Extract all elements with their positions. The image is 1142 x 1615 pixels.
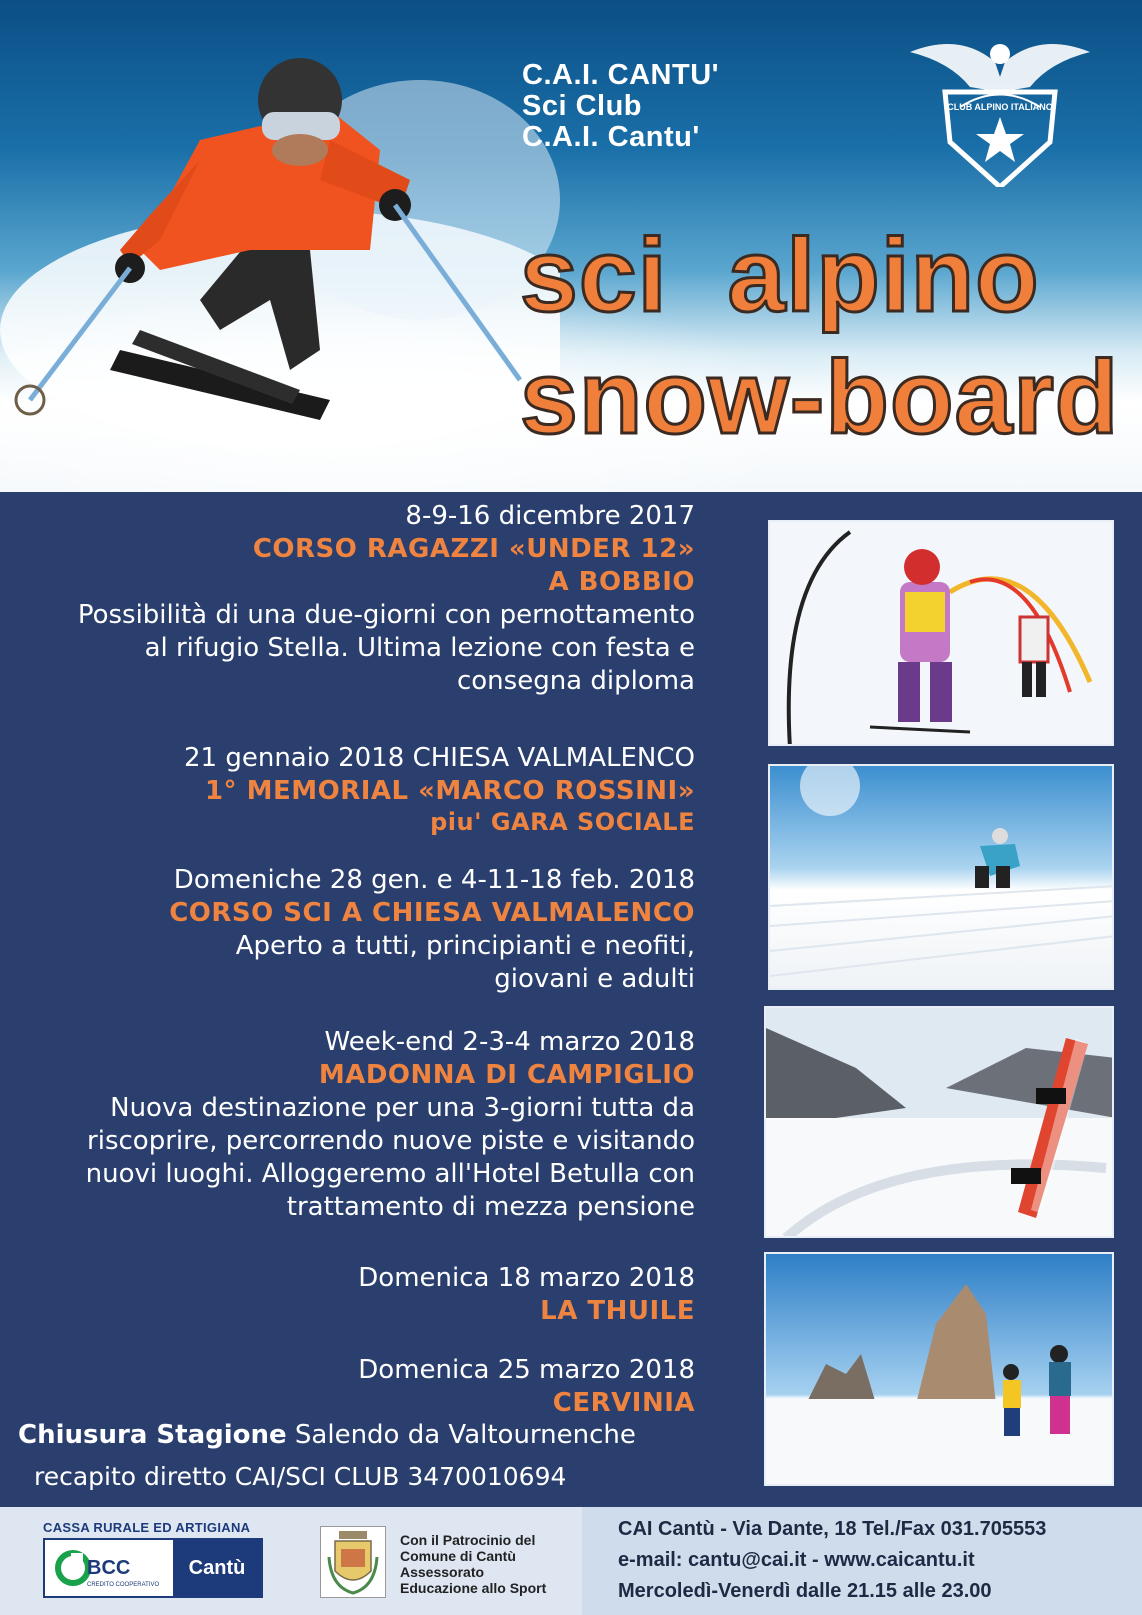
event-block: [0, 742, 695, 836]
event-description-line: nuovi luoghi. Alloggeremo all'Hotel Betulla con: [85, 1159, 695, 1189]
club-names: [522, 60, 719, 153]
contact-line-email: e-mail: cantu@cai.it - www.caicantu.it: [618, 1549, 975, 1571]
event-date: 21 gennaio 2018 CHIESA VALMALENCO: [184, 743, 695, 773]
event-headline: A BOBBIO: [548, 567, 695, 597]
closing-line: [18, 1418, 636, 1452]
club-contacts: [618, 1514, 1046, 1607]
club-line: C.A.I. Cantu': [522, 121, 700, 153]
event-date: Week-end 2-3-4 marzo 2018: [324, 1027, 695, 1057]
event-block: [0, 1262, 695, 1328]
patronage-line: Educazione allo Sport: [400, 1580, 547, 1596]
club-line: C.A.I. CANTU': [522, 59, 720, 91]
event-description-line: Aperto a tutti, principianti e neofiti,: [235, 931, 695, 961]
event-description-line: Possibilità di una due-giorni con pernottamento: [77, 600, 695, 630]
bcc-logo: [47, 1542, 173, 1594]
event-block: [0, 500, 695, 698]
bank-caption: CASSA RURALE ED ARTIGIANA: [43, 1520, 251, 1535]
contact-line-address: CAI Cantù - Via Dante, 18 Tel./Fax 031.705553: [618, 1518, 1047, 1540]
event-description-line: trattamento di mezza pensione: [286, 1192, 695, 1222]
event-date: Domeniche 28 gen. e 4-11-18 feb. 2018: [173, 865, 695, 895]
event-description-line: consegna diploma: [456, 666, 695, 696]
event-description-line: al rifugio Stella. Ultima lezione con festa e: [144, 633, 695, 663]
title-snow-board: snow-board: [520, 340, 1120, 456]
event-date: Domenica 25 marzo 2018: [358, 1355, 695, 1385]
event-headline: CORSO RAGAZZI «UNDER 12»: [252, 534, 695, 564]
event-headline: CERVINIA: [552, 1388, 695, 1418]
event-description-line: giovani e adulti: [494, 964, 695, 994]
bank-sub: CREDITO COOPERATIVO: [87, 1582, 160, 1588]
closing-bold: Chiusura Stagione: [18, 1420, 287, 1450]
skier-photo: [0, 0, 560, 492]
contact-line-hours: Mercoledì-Venerdì dalle 21.15 alle 23.00: [618, 1580, 992, 1602]
event-headline: CORSO SCI A CHIESA VALMALENCO: [169, 898, 695, 928]
kids-ski-photo: [768, 520, 1114, 746]
event-headline: 1° MEMORIAL «MARCO ROSSINI»: [204, 776, 695, 806]
event-date: Domenica 18 marzo 2018: [358, 1263, 695, 1293]
hero-banner: [0, 0, 1142, 492]
event-date: 8-9-16 dicembre 2017: [405, 501, 695, 531]
event-headline: piu' GARA SOCIALE: [430, 808, 695, 836]
event-block: [0, 1354, 695, 1420]
event-headline: MADONNA DI CAMPIGLIO: [318, 1060, 695, 1090]
snowboard-photo: [764, 1006, 1114, 1238]
patronage-line: Assessorato: [400, 1564, 485, 1580]
title-sci-alpino: sci alpino: [520, 218, 1040, 334]
comune-crest: [320, 1526, 386, 1598]
event-description-line: riscoprire, percorrendo nuove piste e visitando: [87, 1126, 695, 1156]
event-headline: LA THUILE: [540, 1296, 695, 1326]
bank-short: BCC: [87, 1557, 131, 1579]
closing-rest: Salendo da Valtournenche: [286, 1420, 636, 1450]
patronage-text: [400, 1532, 546, 1596]
patronage-line: Con il Patrocinio del: [400, 1532, 536, 1548]
bank-logo-box: [43, 1538, 263, 1598]
patronage-line: Comune di Cantù: [400, 1548, 516, 1564]
club-line: Sci Club: [522, 90, 643, 122]
event-block: [0, 1026, 695, 1224]
mountain-skiers-photo: [764, 1252, 1114, 1486]
direct-contact: recapito diretto CAI/SCI CLUB 3470010694: [34, 1462, 567, 1491]
bank-place: Cantù: [173, 1540, 261, 1596]
event-description-line: Nuova destinazione per una 3-giorni tutta da: [110, 1093, 695, 1123]
event-block: [0, 864, 695, 996]
cai-eagle-logo: [900, 22, 1100, 187]
skier-slope-photo: [768, 764, 1114, 990]
logo-text: CLUB ALPINO ITALIANO: [947, 102, 1053, 112]
